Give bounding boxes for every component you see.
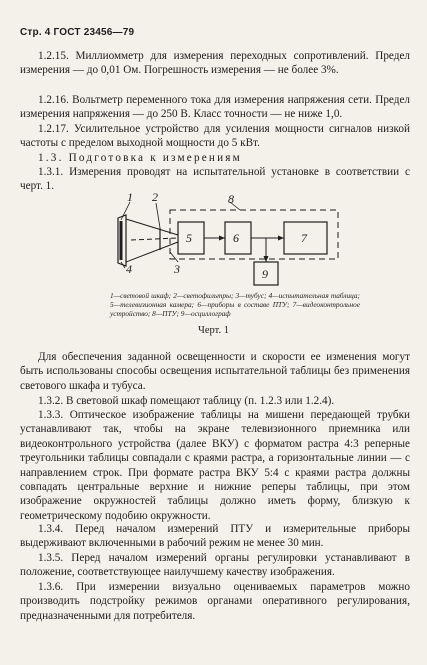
figure-legend: 1—световой шкаф; 2—светофильтры; 3—тубус; 4—испытательная таблица; 5—телевизионная камера; 6—приборы в составе ПТУ; 7—видеоконтрольное устройство; 8—ПТУ; 9—осциллограф bbox=[110, 291, 360, 319]
paragraph-1-3-2: 1.3.2. В световой шкаф помещают таблицу (п. 1.2.3 или 1.2.4). bbox=[38, 395, 335, 407]
paragraph-1-2-17: 1.2.17. Усилительное устройство для усиления мощности сигналов низкой частоты с пределом выходной мощности до 5 кВт. bbox=[20, 123, 410, 150]
label-7: 7 bbox=[301, 231, 307, 245]
label-6: 6 bbox=[233, 231, 239, 245]
arrow-6-7 bbox=[278, 236, 284, 241]
ptu-dashed-boundary bbox=[170, 210, 338, 259]
page-header: Стр. 4 ГОСТ 23456—79 bbox=[20, 27, 135, 38]
label-2: 2 bbox=[152, 190, 158, 204]
label-3: 3 bbox=[174, 262, 180, 276]
paragraph-1-3-5: 1.3.5. Перед началом измерений органы регулировки устанавливают в положение, соответствующее наилучшему качеству изображения. bbox=[20, 552, 410, 579]
paragraph-1-3-6: 1.3.6. При измерении визуально оцениваемых параметров можно производить подстройку режимов органами оперативного регулирования, предназначенными для потребителя. bbox=[20, 581, 410, 622]
paragraph-1-2-15: 1.2.15. Миллиомметр для измерения переходных сопротивлений. Предел измерения — до 0,01 Ом. Погрешность измерения — не более 3%. bbox=[20, 50, 410, 77]
figure-caption: Черт. 1 bbox=[198, 325, 229, 336]
paragraph-illumination: Для обеспечения заданной освещенности и скорости ее изменения могут быть использованы способы освещения испытательной таблицы без применения светового шкафа и тубуса. bbox=[20, 351, 410, 392]
label-4: 4 bbox=[126, 262, 132, 276]
section-heading-1-3: 1.3. Подготовка к измерениям bbox=[38, 152, 242, 164]
paragraph-1-3-1: 1.3.1. Измерения проводят на испытательной установке в соответствии с черт. 1. bbox=[20, 166, 410, 193]
label-9: 9 bbox=[262, 267, 268, 281]
arrow-5-6 bbox=[219, 236, 225, 241]
label-5: 5 bbox=[186, 231, 192, 245]
paragraph-1-2-16: 1.2.16. Вольтметр переменного тока для измерения напряжения сети. Предел измерения напряжения — до 250 В. Класс точности — не ниже 1,0. bbox=[20, 94, 410, 121]
paragraph-1-3-3: 1.3.3. Оптическое изображение таблицы на мишени передающей трубки устанавливают так, чтобы на экране телевизионного приемника или видеоконтрольного устройства (далее ВКУ) с форматом растра 4:3 реперные треугольники таблицы совпадали с краями растра, а горизонтальные линии — с направлением строк. При формате растра ВКУ 5:4 с краями растра должны совпадать центральные верхние и нижние реперы таблицы, при этом изображение окружностей таблицы должно иметь форму, близкую к геометрическому подобию окружности. bbox=[20, 409, 410, 522]
label-1: 1 bbox=[127, 190, 133, 204]
paragraph-1-3-4: 1.3.4. Перед началом измерений ПТУ и измерительные приборы выдерживают включенными в рабочий режим не менее 30 мин. bbox=[20, 523, 410, 550]
leader-3 bbox=[170, 252, 178, 262]
optical-axis-line bbox=[131, 238, 178, 240]
label-8: 8 bbox=[228, 192, 234, 206]
leader-2 bbox=[156, 203, 160, 228]
